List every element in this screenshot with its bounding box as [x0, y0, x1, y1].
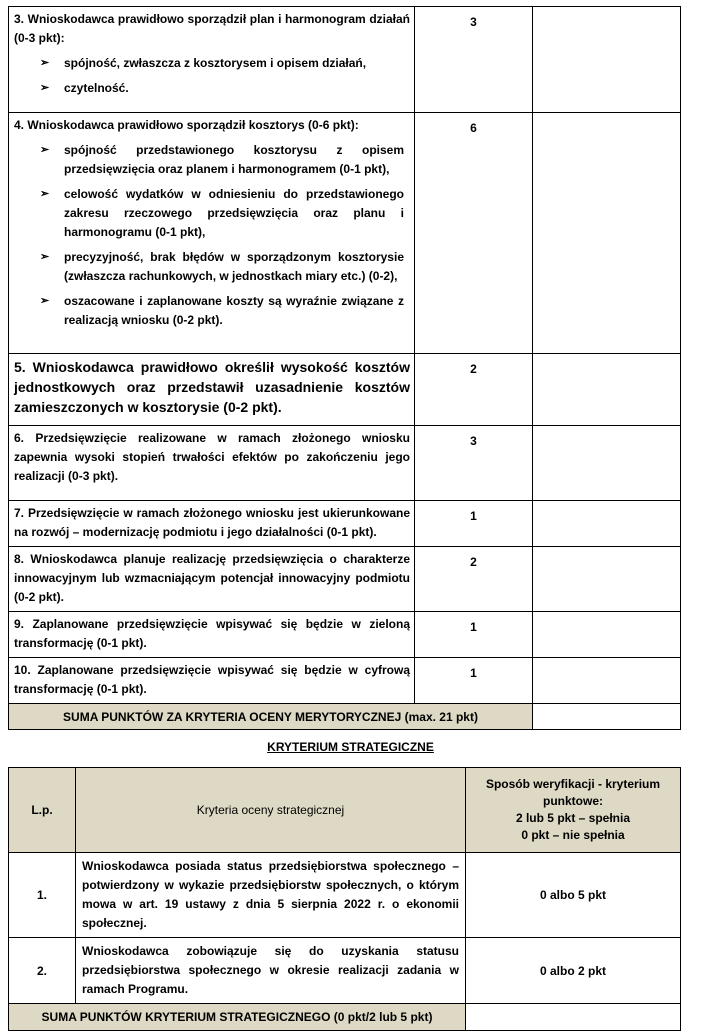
criterion-cell [9, 354, 415, 426]
merit-criteria-table [8, 6, 681, 730]
criterion-text: 7. Przedsięwzięcie w ramach złożonego wniosku jest ukierunkowane na rozwój – modernizację podmiotu i jego działalności (0-1 pkt). [14, 506, 410, 539]
row-criterion: Wnioskodawca zobowiązuje się do uzyskania statusu przedsiębiorstwa społecznego w okresie realizacji zadania w ramach Programu. [76, 938, 466, 1004]
row-criterion: Wnioskodawca posiada status przedsiębiorstwa społecznego – potwierdzony w wykazie przedsiębiorstw społecznych, o którym mowa w art. 19 ustawy z dnia 5 sierpnia 2022 r. o ekonomii społecznej. [76, 853, 466, 938]
max-points: 2 [415, 547, 533, 612]
arrow-bullet-icon: ➢ [40, 251, 50, 263]
score-input-cell[interactable] [533, 7, 681, 113]
score-input-cell[interactable] [533, 501, 681, 547]
table-row [9, 426, 681, 501]
max-points: 1 [415, 612, 533, 658]
merit-sum-value[interactable] [533, 704, 681, 730]
bullet-text: czytelność. [64, 81, 129, 95]
max-points: 2 [415, 354, 533, 426]
bullet-item [14, 248, 410, 286]
strategic-sum-label: SUMA PUNKTÓW KRYTERIUM STRATEGICZNEGO (0 pkt/2 lub 5 pkt) [9, 1004, 466, 1031]
score-input-cell[interactable] [533, 658, 681, 704]
score-input-cell[interactable] [533, 426, 681, 501]
criterion-text: 10. Zaplanowane przedsięwzięcie wpisywać się będzie w cyfrową transformację (0-1 pkt). [14, 663, 410, 696]
criterion-text: 3. Wnioskodawca prawidłowo sporządził plan i harmonogram działań (0-3 pkt): [14, 12, 410, 45]
criterion-text: 4. Wnioskodawca prawidłowo sporządził kosztorys (0-6 pkt): [14, 118, 359, 132]
criterion-cell [9, 426, 415, 501]
header-verification-line-2: 2 lub 5 pkt – spełnia [515, 811, 631, 825]
max-points: 1 [415, 658, 533, 704]
max-points: 6 [415, 113, 533, 354]
criterion-text: 9. Zaplanowane przedsięwzięcie wpisywać się będzie w zieloną transformację (0-1 pkt). [14, 617, 410, 650]
header-verification-line-1: Sposób weryfikacji - kryterium punktowe: [485, 777, 661, 808]
arrow-bullet-icon: ➢ [40, 82, 50, 94]
row-lp: 2. [9, 938, 76, 1004]
max-points: 1 [415, 501, 533, 547]
arrow-bullet-icon: ➢ [40, 295, 50, 307]
criterion-text: 8. Wnioskodawca planuje realizację przedsięwzięcia o charakterze innowacyjnym lub wzmacniającym potencjał innowacyjny podmiotu (0-2 pkt). [14, 552, 410, 604]
arrow-bullet-icon: ➢ [40, 188, 50, 200]
score-input-cell[interactable] [533, 354, 681, 426]
table-row [9, 7, 681, 113]
bullet-text: celowość wydatków w odniesieniu do przedstawionego zakresu rzeczowego przedsięwzięcia oraz planu i harmonogramu (0-1 pkt), [64, 187, 404, 239]
bullet-item [14, 185, 410, 242]
bullet-text: oszacowane i zaplanowane koszty są wyraźnie związane z realizacją wniosku (0-2 pkt). [64, 294, 404, 327]
strategic-criteria-table [8, 767, 681, 1031]
bullet-item [14, 292, 410, 330]
criterion-cell [9, 113, 415, 354]
table-row [9, 853, 681, 938]
table-row [9, 113, 681, 354]
score-input-cell[interactable] [533, 547, 681, 612]
arrow-bullet-icon: ➢ [40, 144, 50, 156]
criterion-cell [9, 612, 415, 658]
bullet-item [14, 54, 410, 73]
criterion-cell [9, 501, 415, 547]
row-points: 0 albo 2 pkt [466, 938, 681, 1004]
max-points: 3 [415, 426, 533, 501]
table-row [9, 501, 681, 547]
bullet-text: spójność przedstawionego kosztorysu z opisem przedsięwzięcia oraz planem i harmonogramem (0-1 pkt), [64, 143, 404, 176]
bullet-item [14, 141, 410, 179]
strategic-sum-value[interactable] [466, 1004, 681, 1031]
table-row [9, 938, 681, 1004]
table-row [9, 612, 681, 658]
merit-sum-label: SUMA PUNKTÓW ZA KRYTERIA OCENY MERYTORYCZNEJ (max. 21 pkt) [9, 704, 533, 730]
score-input-cell[interactable] [533, 612, 681, 658]
bullet-text: spójność, zwłaszcza z kosztorysem i opisem działań, [64, 56, 367, 70]
header-verification [466, 768, 681, 853]
row-lp: 1. [9, 853, 76, 938]
score-input-cell[interactable] [533, 113, 681, 354]
criterion-text: 6. Przedsięwzięcie realizowane w ramach złożonego wniosku zapewnia wysoki stopień trwałości efektów po zakończeniu jego realizacji (0-3 pkt). [14, 431, 410, 483]
table-row [9, 354, 681, 426]
criterion-cell [9, 547, 415, 612]
bullet-item [14, 79, 410, 98]
header-verification-line-3: 0 pkt – nie spełnia [521, 828, 625, 842]
row-points: 0 albo 5 pkt [466, 853, 681, 938]
header-lp: L.p. [9, 768, 76, 853]
bullet-text: precyzyjność, brak błędów w sporządzonym kosztorysie (zwłaszcza rachunkowych, w jednostkach miary etc.) (0-2), [64, 250, 404, 283]
criterion-cell [9, 7, 415, 113]
max-points: 3 [415, 7, 533, 113]
criterion-cell [9, 658, 415, 704]
criterion-text: 5. Wnioskodawca prawidłowo określił wysokość kosztów jednostkowych oraz przedstawił uzasadnienie kosztów zamieszczonych w kosztorysie (0-2 pkt). [14, 359, 410, 415]
table-row [9, 547, 681, 612]
strategic-title: KRYTERIUM STRATEGICZNE [267, 740, 434, 754]
arrow-bullet-icon: ➢ [40, 57, 50, 69]
header-criteria: Kryteria oceny strategicznej [76, 768, 466, 853]
table-row [9, 658, 681, 704]
